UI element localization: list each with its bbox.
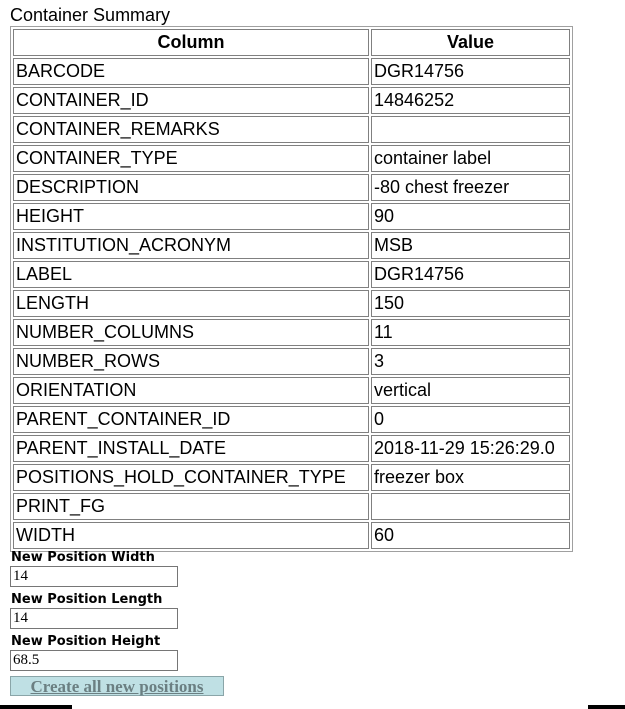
- new-position-height-input[interactable]: [10, 650, 178, 671]
- table-row: [13, 377, 570, 404]
- row-column-name: HEIGHT: [13, 203, 369, 230]
- row-column-name: INSTITUTION_ACRONYM: [13, 232, 369, 259]
- table-row: [13, 493, 570, 520]
- height-label: New Position Height: [11, 634, 161, 649]
- row-column-name: ORIENTATION: [13, 377, 369, 404]
- row-value: -80 chest freezer: [371, 174, 570, 201]
- row-value: [371, 493, 570, 520]
- row-value: 14846252: [371, 87, 570, 114]
- table-row: [13, 145, 570, 172]
- row-value: 90: [371, 203, 570, 230]
- container-summary-table: [10, 26, 573, 552]
- row-column-name: CONTAINER_REMARKS: [13, 116, 369, 143]
- table-body: [13, 58, 570, 549]
- column-header: Column: [13, 29, 369, 56]
- table-row: [13, 348, 570, 375]
- table-row: [13, 174, 570, 201]
- row-value: 11: [371, 319, 570, 346]
- row-column-name: DESCRIPTION: [13, 174, 369, 201]
- table-row: [13, 522, 570, 549]
- row-column-name: POSITIONS_HOLD_CONTAINER_TYPE: [13, 464, 369, 491]
- row-value: 0: [371, 406, 570, 433]
- length-label: New Position Length: [11, 592, 163, 607]
- table-header-row: [13, 29, 570, 56]
- table-row: [13, 435, 570, 462]
- create-all-new-positions-button[interactable]: Create all new positions: [10, 676, 224, 696]
- row-column-name: NUMBER_COLUMNS: [13, 319, 369, 346]
- row-value: [371, 116, 570, 143]
- scrollbar-segment-left: [0, 705, 72, 709]
- table-row: [13, 203, 570, 230]
- row-value: DGR14756: [371, 58, 570, 85]
- new-position-length-input[interactable]: [10, 608, 178, 629]
- row-column-name: LABEL: [13, 261, 369, 288]
- row-column-name: PARENT_CONTAINER_ID: [13, 406, 369, 433]
- row-column-name: CONTAINER_TYPE: [13, 145, 369, 172]
- scrollbar-segment-right: [588, 705, 625, 709]
- row-value: vertical: [371, 377, 570, 404]
- row-column-name: WIDTH: [13, 522, 369, 549]
- table-row: [13, 406, 570, 433]
- table-row: [13, 464, 570, 491]
- row-value: MSB: [371, 232, 570, 259]
- table-row: [13, 319, 570, 346]
- row-column-name: PARENT_INSTALL_DATE: [13, 435, 369, 462]
- row-value: 2018-11-29 15:26:29.0: [371, 435, 570, 462]
- table-row: [13, 116, 570, 143]
- table-row: [13, 87, 570, 114]
- row-value: DGR14756: [371, 261, 570, 288]
- row-value: 150: [371, 290, 570, 317]
- row-column-name: CONTAINER_ID: [13, 87, 369, 114]
- new-position-width-input[interactable]: [10, 566, 178, 587]
- table-row: [13, 58, 570, 85]
- row-value: 60: [371, 522, 570, 549]
- row-value: 3: [371, 348, 570, 375]
- table-row: [13, 261, 570, 288]
- row-column-name: PRINT_FG: [13, 493, 369, 520]
- width-label: New Position Width: [11, 550, 155, 565]
- row-value: container label: [371, 145, 570, 172]
- table-caption: Container Summary: [10, 5, 171, 25]
- row-column-name: NUMBER_ROWS: [13, 348, 369, 375]
- table-row: [13, 290, 570, 317]
- row-value: freezer box: [371, 464, 570, 491]
- table-row: [13, 232, 570, 259]
- value-header: Value: [371, 29, 570, 56]
- row-column-name: LENGTH: [13, 290, 369, 317]
- row-column-name: BARCODE: [13, 58, 369, 85]
